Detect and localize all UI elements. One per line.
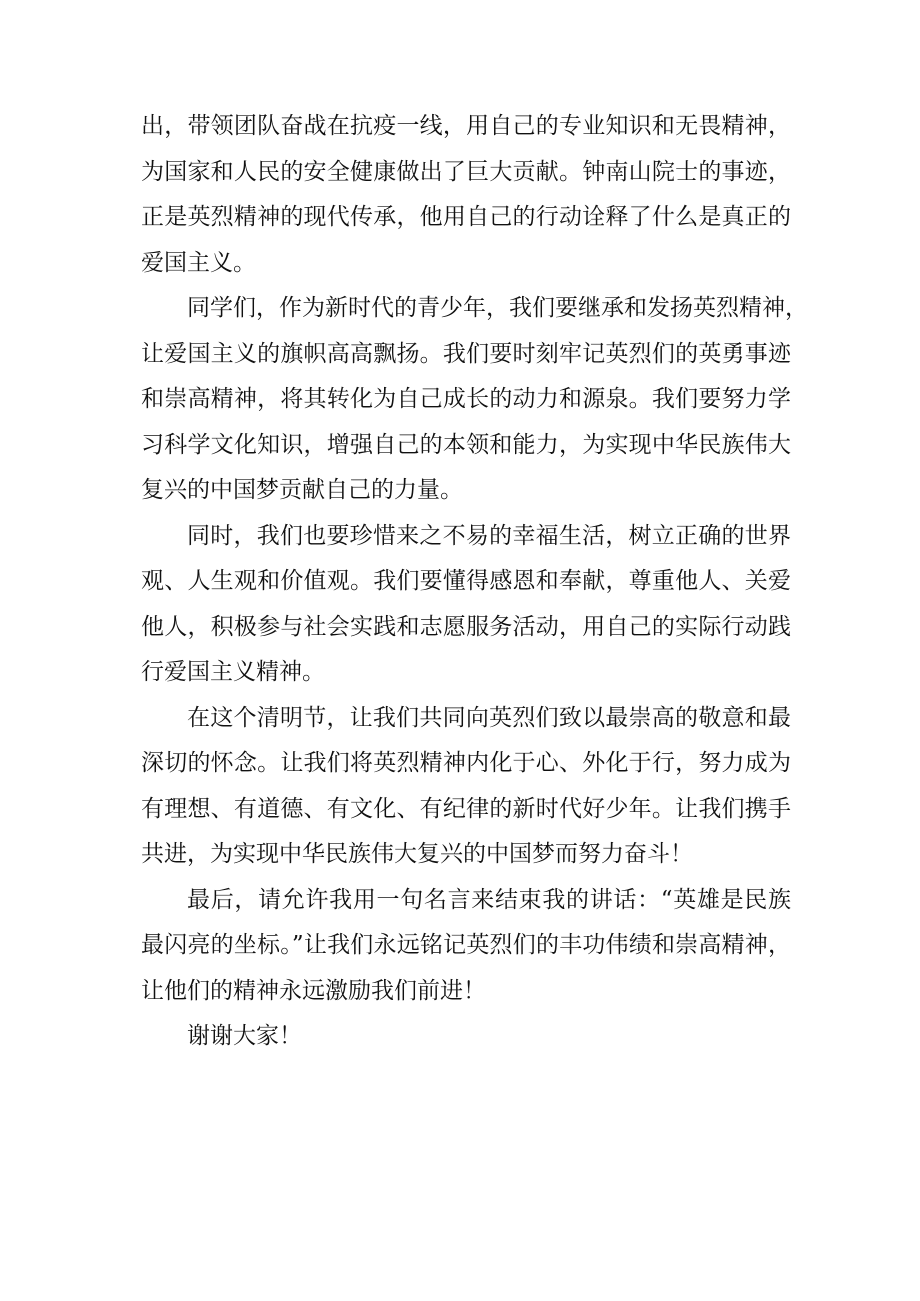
paragraph-4 bbox=[141, 696, 791, 878]
text-line: 行爱国主义精神。 bbox=[141, 659, 325, 685]
paragraph-1 bbox=[141, 104, 791, 286]
text-line: 爱国主义。 bbox=[141, 249, 256, 276]
text-line: 他人，积极参与社会实践和志愿服务活动，用自己的实际行动践 bbox=[141, 613, 791, 640]
text-line: 正是英烈精神的现代传承，他用自己的行动诠释了什么是真正的 bbox=[141, 204, 791, 230]
speech-body bbox=[141, 104, 808, 1060]
text-line: 同时，我们也要珍惜来之不易的幸福生活，树立正确的世界 bbox=[187, 522, 791, 549]
text-line: 和崇高精神，将其转化为自己成长的动力和源泉。我们要努力学 bbox=[141, 386, 791, 412]
text-line: 同学们，作为新时代的青少年，我们要继承和发扬英烈精神， bbox=[187, 295, 808, 321]
paragraph-3 bbox=[141, 514, 791, 696]
text-line: 共进，为实现中华民族伟大复兴的中国梦而努力奋斗！ bbox=[141, 841, 693, 867]
text-line: 复兴的中国梦贡献自己的力量。 bbox=[141, 477, 463, 503]
closing-thanks bbox=[141, 1014, 791, 1060]
text-line: 为国家和人民的安全健康做出了巨大贡献。钟南山院士的事迹， bbox=[141, 158, 791, 185]
paragraph-5 bbox=[141, 878, 791, 1015]
text-line: 出，带领团队奋战在抗疫一线，用自己的专业知识和无畏精神， bbox=[141, 113, 791, 139]
text-line: 让他们的精神永远激励我们前进！ bbox=[141, 977, 486, 1004]
text-line: 深切的怀念。让我们将英烈精神内化于心、外化于行，努力成为 bbox=[141, 750, 791, 776]
paragraph-2 bbox=[141, 286, 808, 514]
text-line: 最后，请允许我用一句名言来结束我的讲话：“英雄是民族 bbox=[187, 886, 791, 913]
text-line: 谢谢大家！ bbox=[187, 1023, 302, 1049]
text-line: 有理想、有道德、有文化、有纪律的新时代好少年。让我们携手 bbox=[141, 795, 791, 822]
text-line: 在这个清明节，让我们共同向英烈们致以最崇高的敬意和最 bbox=[187, 704, 791, 731]
text-line: 习科学文化知识，增强自己的本领和能力，为实现中华民族伟大 bbox=[141, 431, 791, 458]
text-line: 最闪亮的坐标。”让我们永远铭记英烈们的丰功伟绩和崇高精神， bbox=[141, 932, 791, 958]
text-line: 让爱国主义的旗帜高高飘扬。我们要时刻牢记英烈们的英勇事迹 bbox=[141, 340, 791, 367]
text-line: 观、人生观和价值观。我们要懂得感恩和奉献，尊重他人、关爱 bbox=[141, 568, 791, 594]
